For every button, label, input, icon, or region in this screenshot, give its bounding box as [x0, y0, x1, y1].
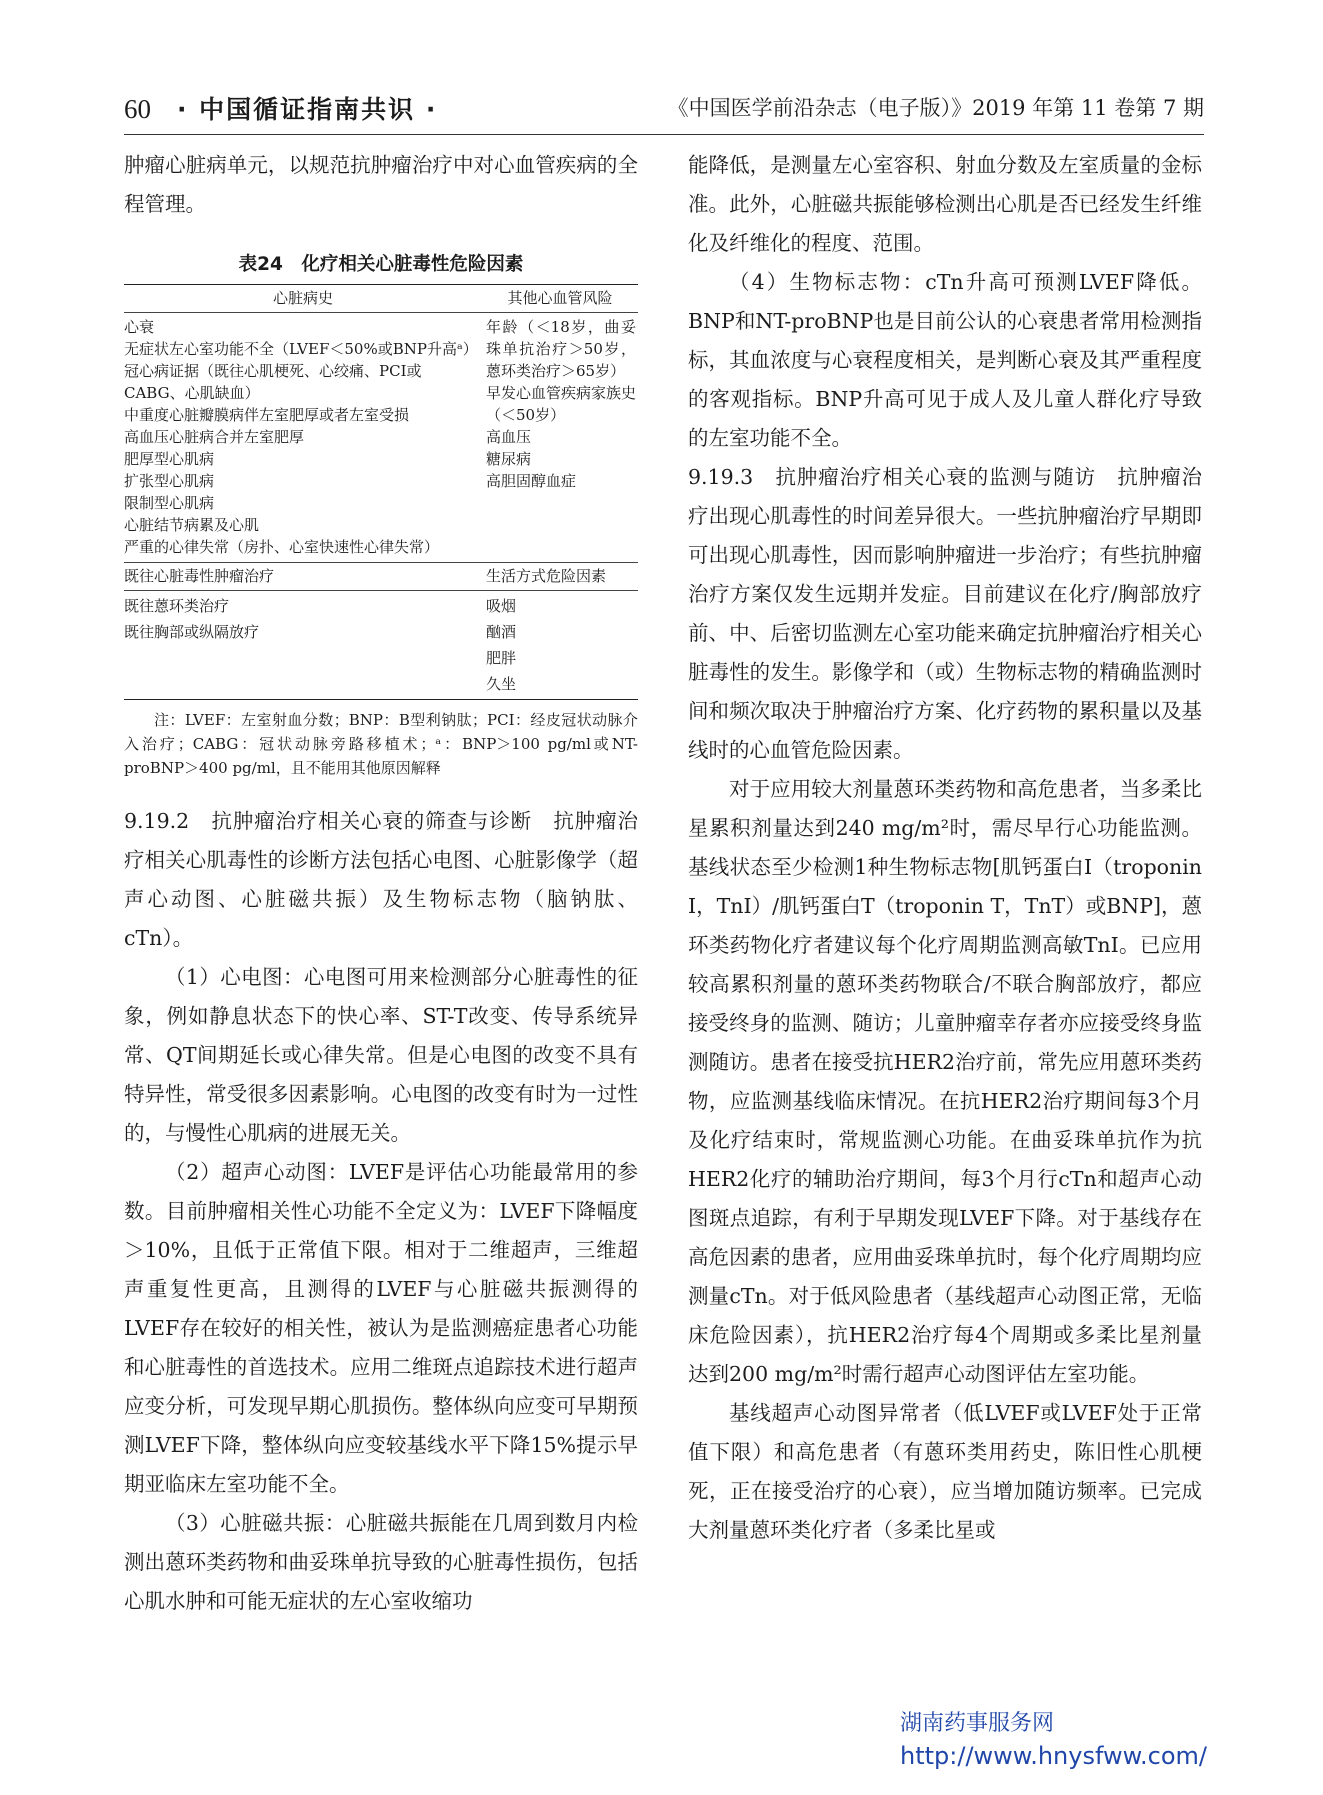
page-number: 60	[124, 94, 151, 124]
list-item: 高血压心脏病合并左室肥厚	[124, 428, 305, 446]
watermark-name: 湖南药事服务网	[900, 1711, 1055, 1736]
list-item: 扩张型心肌病	[124, 472, 215, 490]
section-title: · 中国循证指南共识 ·	[176, 95, 438, 124]
list-item: 无症状左心室功能不全（LVEF＜50%或BNP升高ᵃ）	[124, 340, 478, 358]
list-item: 严重的心律失常（房扑、心室快速性心律失常）	[124, 538, 440, 556]
intro-paragraph: 肿瘤心脏病单元，以规范抗肿瘤治疗中对心血管疾病的全程管理。	[124, 153, 638, 216]
journal-title: 《中国医学前沿杂志（电子版）》2019 年第 11 卷第 7 期	[667, 96, 1204, 120]
col2-header: 其他心血管风险	[507, 289, 613, 307]
list-item: 限制型心肌病	[124, 494, 215, 512]
watermark-url[interactable]: http://www.hnysfww.com/	[900, 1742, 1208, 1770]
sub-col1-header: 既往心脏毒性肿瘤治疗	[124, 567, 275, 585]
list-item: 心脏结节病累及心肌	[124, 516, 260, 534]
table-title: 表24 化疗相关心脏毒性危险因素	[238, 254, 524, 275]
list-item: 高血压	[486, 428, 532, 446]
watermark	[900, 1708, 1207, 1772]
list-item: 糖尿病	[486, 450, 532, 468]
list-item: 久坐	[486, 675, 517, 693]
section-9193: 9.19.3 抗肿瘤治疗相关心衰的监测与随访 抗肿瘤治疗出现心肌毒性的时间差异很大。一些抗肿瘤治疗早期即可出现心肌毒性，因而影响肿瘤进一步治疗；有些抗肿瘤治疗方案仅发生远期并发症。目前建议在化疗/胸部放疗前、中、后密切监测左心室功能来确定抗肿瘤治疗相关心脏毒性的发生。影像学和（或）生物标志物的精确监测时间和频次取决于肿瘤治疗方案、化疗药物的累积量以及基线时的心血管危险因素。	[688, 465, 1202, 762]
table-note: 注：LVEF：左室射血分数；BNP：B型利钠肽；PCI：经皮冠状动脉介入治疗；CABG：冠状动脉旁路移植术；ᵃ：BNP＞100 pg/ml或NT-proBNP＞400 pg/ml，且不能用其他原因解释	[124, 711, 638, 777]
sub-col2-header: 生活方式危险因素	[486, 567, 607, 585]
list-item: 肥胖	[486, 649, 517, 667]
table-body-row-2	[124, 590, 638, 699]
biomarker-paragraph: （4）生物标志物：cTn升高可预测LVEF降低。BNP和NT-proBNP也是目前公认的心衰患者常用检测指标，其血浓度与心衰程度相关，是判断心衰及其严重程度的客观指标。BNP升高可见于成人及儿童人群化疗导致的左室功能不全。	[688, 270, 1202, 450]
right-column	[688, 146, 1202, 1550]
list-item: 早发心血管疾病家族史（＜50岁）	[486, 384, 637, 424]
echo-paragraph: （2）超声心动图：LVEF是评估心功能最常用的参数。目前肿瘤相关性心功能不全定义为：LVEF下降幅度＞10%，且低于正常值下限。相对于二维超声，三维超声重复性更高，且测得的LVEF与心脏磁共振测得的LVEF存在较好的相关性，被认为是监测癌症患者心功能和心脏毒性的首选技术。应用二维斑点追踪技术进行超声应变分析，可发现早期心肌损伤。整体纵向应变可早期预测LVEF下降，整体纵向应变较基线水平下降15%提示早期亚临床左室功能不全。	[124, 1160, 638, 1496]
baseline-paragraph: 基线超声心动图异常者（低LVEF或LVEF处于正常值下限）和高危患者（有蒽环类用药史，陈旧性心肌梗死，正在接受治疗的心衰），应当增加随访频率。已完成大剂量蒽环类化疗者（多柔比星或	[688, 1401, 1202, 1542]
page-header	[124, 86, 1204, 135]
section-9192: 9.19.2 抗肿瘤治疗相关心衰的筛查与诊断 抗肿瘤治疗相关心肌毒性的诊断方法包括心电图、心脏影像学（超声心动图、心脏磁共振）及生物标志物（脑钠肽、cTn）。	[124, 809, 638, 950]
list-item: 既往蒽环类治疗	[124, 597, 230, 615]
cardiac-history-cell	[124, 316, 482, 558]
prior-therapy-cell	[124, 593, 482, 697]
lifestyle-cell	[482, 593, 638, 697]
list-item: 酗酒	[486, 623, 517, 641]
left-column	[124, 146, 638, 1621]
list-item: 中重度心脏瓣膜病伴左室肥厚或者左室受损	[124, 406, 410, 424]
anthracycline-paragraph: 对于应用较大剂量蒽环类药物和高危患者，当多柔比星累积剂量达到240 mg/m²时，需尽早行心功能监测。基线状态至少检测1种生物标志物[肌钙蛋白I（troponin I，TnI）/肌钙蛋白T（troponin T，TnT）或BNP]，蒽环类药物化疗者建议每个化疗周期监测高敏TnI。已应用较高累积剂量的蒽环类药物联合/不联合胸部放疗，都应接受终身的监测、随访；儿童肿瘤幸存者亦应接受终身监测随访。患者在接受抗HER2治疗前，常先应用蒽环类药物，应监测基线临床情况。在抗HER2治疗期间每3个月及化疗结束时，常规监测心功能。在曲妥珠单抗作为抗HER2化疗的辅助治疗期间，每3个月行cTn和超声心动图斑点追踪，有利于早期发现LVEF下降。对于基线存在高危因素的患者，应用曲妥珠单抗时，每个化疗周期均应测量cTn。对于低风险患者（基线超声心动图正常，无临床危险因素），抗HER2治疗每4个周期或多柔比星剂量达到200 mg/m²时需行超声心动图评估左室功能。	[688, 777, 1202, 1386]
header-left	[124, 90, 437, 126]
ecg-paragraph: （1）心电图：心电图可用来检测部分心脏毒性的征象，例如静息状态下的快心率、ST-T改变、传导系统异常、QT间期延长或心律失常。但是心电图的改变不具有特异性，常受很多因素影响。心电图的改变有时为一过性的，与慢性心肌病的进展无关。	[124, 965, 638, 1145]
list-item: 年龄（＜18岁，曲妥珠单抗治疗＞50岁，蒽环类治疗＞65岁）	[486, 318, 636, 380]
col1-header: 心脏病史	[272, 289, 333, 307]
mri-continued-paragraph: 能降低，是测量左心室容积、射血分数及左室质量的金标准。此外，心脏磁共振能够检测出心肌是否已经发生纤维化及纤维化的程度、范围。	[688, 153, 1202, 255]
list-item: 冠心病证据（既往心肌梗死、心绞痛、PCI或CABG、心肌缺血）	[124, 362, 422, 402]
other-risk-cell	[482, 316, 638, 558]
list-item: 吸烟	[486, 597, 517, 615]
list-item: 肥厚型心肌病	[124, 450, 215, 468]
table-subheader-row	[124, 562, 638, 590]
list-item: 高胆固醇血症	[486, 472, 577, 490]
mri-paragraph: （3）心脏磁共振：心脏磁共振能在几周到数月内检测出蒽环类药物和曲妥珠单抗导致的心脏毒性损伤，包括心肌水肿和可能无症状的左心室收缩功	[124, 1511, 638, 1613]
list-item: 既往胸部或纵隔放疗	[124, 623, 260, 641]
table-body-row	[124, 313, 638, 562]
list-item: 心衰	[124, 318, 155, 336]
table-header-row	[124, 285, 638, 313]
risk-factor-table	[124, 284, 638, 700]
